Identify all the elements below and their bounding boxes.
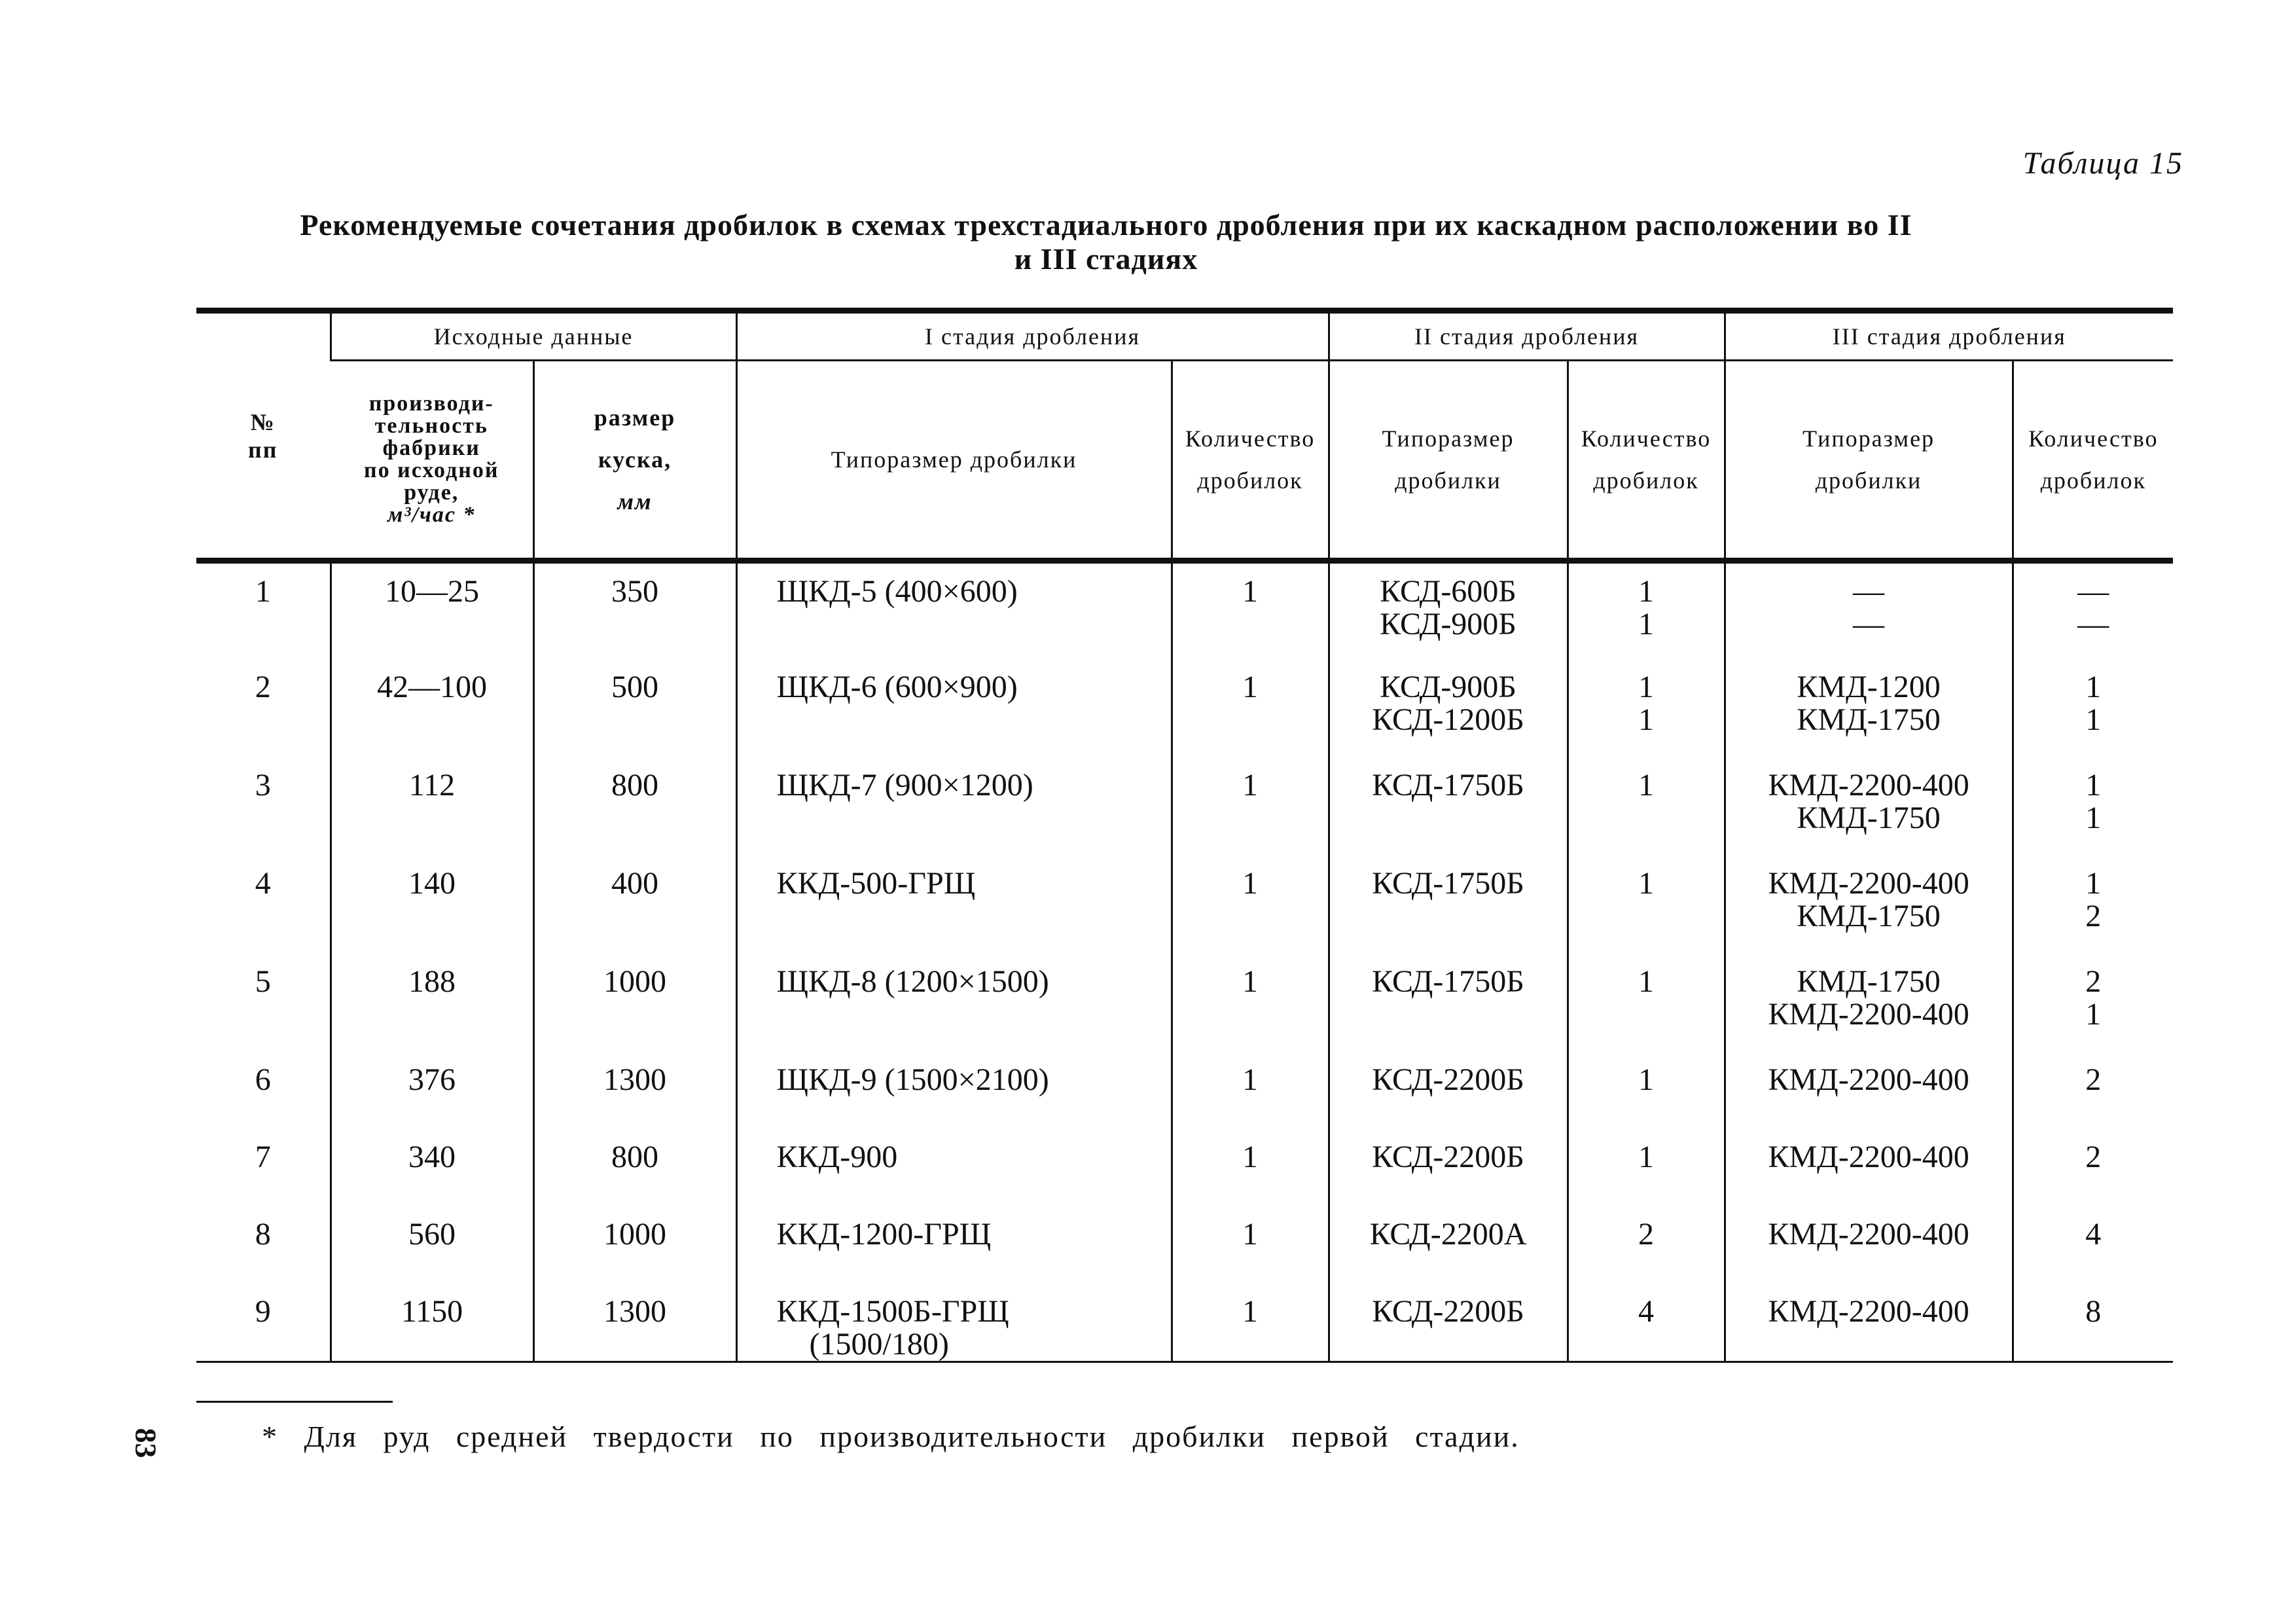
cell-number (196, 954, 331, 1052)
cell-s3-count-value (2014, 1251, 2174, 1284)
cell-s3-count-value: 4 (2085, 1216, 2102, 1252)
cell-s1-type (736, 659, 1172, 757)
cell-s3-type (1725, 1052, 2013, 1129)
table-row (196, 1052, 2173, 1129)
cell-s3-count-value: 1 (2085, 669, 2102, 704)
cell-s2-type-value: КСД-2200А (1369, 1216, 1527, 1252)
header-s1-count-line: дробилок (1197, 467, 1303, 494)
cell-s3-count-value: 1 (2085, 767, 2102, 803)
cell-s1-count (1172, 1284, 1329, 1362)
cell-piece-size (533, 659, 736, 757)
cell-number (196, 1284, 331, 1362)
cell-s1-count (1172, 1052, 1329, 1129)
cell-number-value: 3 (255, 767, 271, 803)
cell-s1-type-value: ЩКД-7 (900×1200) (776, 767, 1033, 803)
cell-s2-count-value (1569, 802, 1724, 835)
cell-s3-count-value: 1 (2085, 800, 2102, 835)
cell-s1-type-value (777, 1096, 1171, 1129)
cell-piece-size-value: 1300 (603, 1062, 666, 1097)
cell-s3-type (1725, 954, 2013, 1052)
cell-number-value: 1 (255, 574, 271, 609)
header-s2-type-line: дробилки (1395, 467, 1501, 494)
cell-s2-count-value (1569, 998, 1724, 1031)
cell-s1-type-value: ЩКД-8 (1200×1500) (776, 964, 1049, 999)
cell-number-value: 8 (255, 1216, 271, 1252)
cell-s2-type-value: КСД-1750Б (1372, 767, 1524, 803)
cell-productivity (331, 856, 533, 954)
cell-s3-type-value (1726, 1096, 2012, 1129)
cell-s1-type-value: ККД-1200-ГРЩ (776, 1216, 992, 1252)
cell-s3-type-value (1726, 1174, 2012, 1206)
cell-s2-count-value (1569, 900, 1724, 933)
cell-s2-type (1329, 1129, 1568, 1206)
cell-s2-count-value: 2 (1638, 1216, 1654, 1252)
header-s1-type: Типоразмер дробилки (736, 361, 1172, 558)
cell-number (196, 561, 331, 659)
cell-productivity-value: 42—100 (377, 669, 487, 704)
cell-piece-size (533, 1206, 736, 1284)
cell-s2-type-value: КСД-2200Б (1372, 1062, 1524, 1097)
cell-s2-type-value: КСД-1750Б (1372, 865, 1524, 901)
cell-s2-count-value (1569, 1328, 1724, 1361)
cell-s1-count (1172, 856, 1329, 954)
header-productivity (331, 361, 533, 558)
cell-s1-type-value (777, 1174, 1171, 1206)
cell-piece-size-value: 800 (611, 1139, 658, 1174)
cell-s3-type-value: КМД-2200-400 (1768, 1216, 1969, 1252)
cell-s3-count-value: 2 (2085, 898, 2102, 933)
cell-s1-type (736, 954, 1172, 1052)
cell-s1-count-value: 1 (1242, 1216, 1258, 1252)
cell-s2-count-value: 4 (1638, 1293, 1654, 1329)
cell-productivity-value: 376 (408, 1062, 456, 1097)
cell-s3-type-value (1726, 1251, 2012, 1284)
cell-s2-type-value (1330, 1096, 1567, 1129)
cell-piece-size (533, 561, 736, 659)
cell-s1-count-value: 1 (1242, 964, 1258, 999)
header-s1-count-line: Количество (1185, 425, 1316, 452)
table-row (196, 659, 2173, 757)
cell-s3-count-value (2014, 1096, 2174, 1129)
cell-s3-count-value (2014, 1174, 2174, 1206)
cell-s2-type-value: КСД-2200Б (1372, 1139, 1524, 1174)
cell-s3-type (1725, 1206, 2013, 1284)
cell-s2-count-value: 1 (1638, 767, 1654, 803)
cell-s1-count (1172, 561, 1329, 659)
header-prod-line: по исходной (364, 458, 499, 482)
table-title (196, 208, 2016, 276)
table-row (196, 1206, 2173, 1284)
cell-s3-count-value: 1 (2085, 996, 2102, 1032)
cell-s3-count-value: 1 (2085, 865, 2102, 901)
cell-s1-count (1172, 1129, 1329, 1206)
header-prod-line: производи- (368, 391, 494, 416)
cell-s3-count-value (2014, 1328, 2174, 1361)
table-row (196, 561, 2173, 659)
cell-s1-count (1172, 757, 1329, 856)
cell-s2-type-value: КСД-900Б (1380, 607, 1516, 641)
cell-s2-type (1329, 954, 1568, 1052)
cell-s1-count-value: 1 (1242, 1062, 1258, 1097)
header-s2-count-line: Количество (1581, 425, 1712, 452)
cell-s3-count (2013, 1052, 2173, 1129)
cell-s3-type-value: — (1853, 574, 1885, 609)
cell-productivity-value: 140 (408, 865, 456, 901)
cell-piece-size-value: 800 (611, 767, 658, 803)
cell-s3-type-value: КМД-1750 (1797, 964, 1941, 999)
cell-s1-type-value: ККД-500-ГРЩ (776, 865, 976, 901)
cell-productivity (331, 954, 533, 1052)
header-number-abbrev: пп (248, 436, 278, 463)
cell-piece-size (533, 954, 736, 1052)
header-s1-count (1172, 361, 1329, 558)
cell-s3-count (2013, 757, 2173, 856)
cell-number-value: 2 (255, 669, 271, 704)
cell-s3-count (2013, 954, 2173, 1052)
cell-s2-count-value (1569, 1251, 1724, 1284)
table-row (196, 1284, 2173, 1362)
cell-number (196, 757, 331, 856)
table-row (196, 856, 2173, 954)
cell-productivity-value: 10—25 (385, 574, 479, 609)
cell-s2-count-value: 1 (1638, 607, 1654, 641)
header-size-unit: мм (617, 488, 653, 514)
cell-s2-count-value: 1 (1638, 964, 1654, 999)
cell-s3-count-value: 1 (2085, 702, 2102, 737)
header-number-sign: № (250, 408, 276, 435)
cell-number-value: 4 (255, 865, 271, 901)
cell-s2-type-value: КСД-2200Б (1372, 1293, 1524, 1329)
cell-s3-count (2013, 1284, 2173, 1362)
cell-s2-count (1568, 954, 1725, 1052)
cell-productivity (331, 659, 533, 757)
cell-s1-type-value (777, 900, 1171, 933)
cell-s3-count-value: 2 (2085, 1139, 2102, 1174)
header-prod-line: тельность (374, 414, 488, 438)
header-s3-type (1725, 361, 2013, 558)
cell-s1-type-value: ККД-900 (776, 1139, 898, 1174)
cell-s3-count (2013, 659, 2173, 757)
cell-s2-type-value (1330, 998, 1567, 1031)
cell-s1-type-value (777, 704, 1171, 736)
cell-s3-type-value: КМД-2200-400 (1768, 767, 1969, 803)
cell-piece-size (533, 1284, 736, 1362)
cell-s2-count (1568, 757, 1725, 856)
cell-s2-count-value: 1 (1638, 865, 1654, 901)
cell-s3-type (1725, 561, 2013, 659)
cell-s3-count-value: — (2077, 607, 2109, 641)
header-s2-count (1568, 361, 1725, 558)
cell-s3-type-value (1726, 1328, 2012, 1361)
cell-piece-size-value: 400 (611, 865, 658, 901)
header-prod-line: руде, (404, 480, 459, 505)
cell-s2-type (1329, 856, 1568, 954)
header-stage2-group: II стадия дробления (1329, 311, 1725, 361)
cell-s1-type-value: (1500/180) (809, 1326, 949, 1362)
cell-productivity-value: 112 (408, 767, 456, 803)
cell-s2-count-value: 1 (1638, 1139, 1654, 1174)
cell-s3-count (2013, 856, 2173, 954)
cell-piece-size (533, 856, 736, 954)
header-number (196, 311, 331, 558)
cell-s3-type (1725, 1129, 2013, 1206)
header-s3-type-line: дробилки (1815, 467, 1922, 494)
cell-s1-count (1172, 1206, 1329, 1284)
cell-piece-size-value: 350 (611, 574, 658, 609)
cell-s1-type (736, 856, 1172, 954)
cell-s1-type (736, 1052, 1172, 1129)
table-row (196, 757, 2173, 856)
cell-productivity (331, 757, 533, 856)
cell-productivity-value: 560 (408, 1216, 456, 1252)
cell-s2-count (1568, 1129, 1725, 1206)
cell-productivity-value: 1150 (401, 1293, 463, 1329)
cell-s2-type (1329, 659, 1568, 757)
cell-s3-type-value: КМД-2200-400 (1768, 996, 1969, 1032)
cell-s3-type (1725, 856, 2013, 954)
page-number: 83 (129, 1428, 163, 1458)
cell-number-value: 5 (255, 964, 271, 999)
cell-s3-count-value: 8 (2085, 1293, 2102, 1329)
table-body (196, 561, 2173, 1362)
cell-s1-count-value: 1 (1242, 1139, 1258, 1174)
cell-piece-size-value: 1000 (603, 1216, 666, 1252)
header-s2-type-line: Типоразмер (1382, 425, 1515, 452)
cell-s2-count-value (1569, 1174, 1724, 1206)
cell-s1-type (736, 1284, 1172, 1362)
cell-productivity (331, 1129, 533, 1206)
cell-s2-count-value: 1 (1638, 1062, 1654, 1097)
cell-s2-count-value (1569, 1096, 1724, 1129)
cell-s2-type (1329, 1206, 1568, 1284)
cell-productivity (331, 1284, 533, 1362)
cell-s3-type-value: КМД-2200-400 (1768, 1139, 1969, 1174)
cell-productivity-value: 340 (408, 1139, 456, 1174)
header-s3-type-line: Типоразмер (1802, 425, 1935, 452)
cell-number (196, 856, 331, 954)
cell-piece-size (533, 757, 736, 856)
cell-productivity (331, 1206, 533, 1284)
cell-s2-type (1329, 757, 1568, 856)
footnote-rule (196, 1401, 393, 1403)
cell-s1-type-value: ККД-1500Б-ГРЩ (776, 1293, 1009, 1329)
cell-s1-type-value: ЩКД-6 (600×900) (776, 669, 1018, 704)
header-s2-type (1329, 361, 1568, 558)
cell-s3-count-value: — (2077, 574, 2109, 609)
cell-s3-type-value: КМД-1750 (1797, 898, 1941, 933)
cell-s3-type-value: КМД-1750 (1797, 702, 1941, 737)
header-piece-size (533, 361, 736, 558)
cell-s3-type (1725, 659, 2013, 757)
cell-s2-type-value: КСД-900Б (1380, 669, 1516, 704)
header-s2-count-line: дробилок (1593, 467, 1699, 494)
header-size-line: размер (594, 405, 676, 431)
cell-number-value: 9 (255, 1293, 271, 1329)
cell-s3-type-value: КМД-2200-400 (1768, 865, 1969, 901)
cell-s1-type-value (777, 608, 1171, 641)
cell-s2-count-value: 1 (1638, 702, 1654, 737)
cell-s2-type-value (1330, 1251, 1567, 1284)
cell-s2-count-value: 1 (1638, 574, 1654, 609)
header-s3-count-line: дробилок (2040, 467, 2146, 494)
cell-s2-type (1329, 561, 1568, 659)
cell-piece-size-value: 500 (611, 669, 658, 704)
header-s3-count-line: Количество (2028, 425, 2159, 452)
cell-s1-type (736, 561, 1172, 659)
cell-piece-size-value: 1000 (603, 964, 666, 999)
cell-s2-type-value (1330, 802, 1567, 835)
header-prod-line: фабрики (382, 436, 480, 460)
cell-number-value: 7 (255, 1139, 271, 1174)
crusher-table (196, 308, 2173, 1363)
cell-s3-type-value: КМД-1750 (1797, 800, 1941, 835)
cell-number (196, 1052, 331, 1129)
cell-s1-count-value: 1 (1242, 1293, 1258, 1329)
table-row (196, 1129, 2173, 1206)
cell-s1-count-value: 1 (1242, 767, 1258, 803)
table-caption: Таблица 15 (2022, 146, 2183, 181)
cell-s3-count-value: 2 (2085, 964, 2102, 999)
cell-s2-type-value: КСД-1750Б (1372, 964, 1524, 999)
cell-number (196, 1206, 331, 1284)
cell-productivity (331, 1052, 533, 1129)
cell-s2-type (1329, 1284, 1568, 1362)
footnote: * Для руд средней твердости по производительности дробилки первой стадии. (262, 1420, 1520, 1453)
header-size-line: куска, (598, 446, 672, 473)
cell-s1-type-value: ЩКД-5 (400×600) (776, 574, 1018, 609)
cell-s3-type-value: КМД-2200-400 (1768, 1062, 1969, 1097)
cell-s3-type (1725, 1284, 2013, 1362)
cell-s1-type (736, 1206, 1172, 1284)
cell-productivity-value: 188 (408, 964, 456, 999)
header-stage3-group: III стадия дробления (1725, 311, 2173, 361)
cell-s1-count-value: 1 (1242, 865, 1258, 901)
cell-s1-count (1172, 954, 1329, 1052)
cell-s2-type (1329, 1052, 1568, 1129)
cell-s1-type (736, 757, 1172, 856)
cell-s2-count (1568, 1206, 1725, 1284)
header-prod-unit: м³/час * (387, 503, 476, 527)
table-row (196, 954, 2173, 1052)
header-stage1-group: I стадия дробления (736, 311, 1329, 361)
cell-s3-count (2013, 561, 2173, 659)
cell-s1-count-value: 1 (1242, 574, 1258, 609)
cell-s2-type-value (1330, 900, 1567, 933)
cell-s2-count-value: 1 (1638, 669, 1654, 704)
cell-s2-type-value: КСД-600Б (1380, 574, 1516, 609)
cell-s2-type-value (1330, 1328, 1567, 1361)
cell-s3-type-value: — (1853, 607, 1885, 641)
cell-s1-type (736, 1129, 1172, 1206)
header-s3-count (2013, 361, 2173, 558)
cell-s3-count (2013, 1129, 2173, 1206)
cell-s1-type-value: ЩКД-9 (1500×2100) (776, 1062, 1049, 1097)
cell-piece-size (533, 1129, 736, 1206)
cell-number (196, 659, 331, 757)
cell-s1-count-value: 1 (1242, 669, 1258, 704)
cell-s2-count (1568, 659, 1725, 757)
cell-s2-type-value: КСД-1200Б (1372, 702, 1524, 737)
cell-s1-type-value (777, 998, 1171, 1031)
cell-productivity (331, 561, 533, 659)
cell-s3-count-value: 2 (2085, 1062, 2102, 1097)
cell-s2-count (1568, 561, 1725, 659)
cell-s1-count (1172, 659, 1329, 757)
cell-s2-count (1568, 1284, 1725, 1362)
cell-s1-type-value (777, 802, 1171, 835)
title-line-2: и III стадиях (1014, 242, 1198, 276)
cell-number (196, 1129, 331, 1206)
cell-piece-size-value: 1300 (603, 1293, 666, 1329)
cell-s3-count (2013, 1206, 2173, 1284)
cell-piece-size (533, 1052, 736, 1129)
cell-s3-type (1725, 757, 2013, 856)
cell-s2-count (1568, 1052, 1725, 1129)
cell-s2-count (1568, 856, 1725, 954)
cell-number-value: 6 (255, 1062, 271, 1097)
cell-s3-type-value: КМД-2200-400 (1768, 1293, 1969, 1329)
header-input-group: Исходные данные (331, 311, 736, 361)
cell-s3-type-value: КМД-1200 (1797, 669, 1941, 704)
title-line-1: Рекомендуемые сочетания дробилок в схемах трехстадиального дробления при их каскадном расположении во II (300, 208, 1912, 242)
cell-s2-type-value (1330, 1174, 1567, 1206)
cell-s1-type-value (777, 1251, 1171, 1284)
